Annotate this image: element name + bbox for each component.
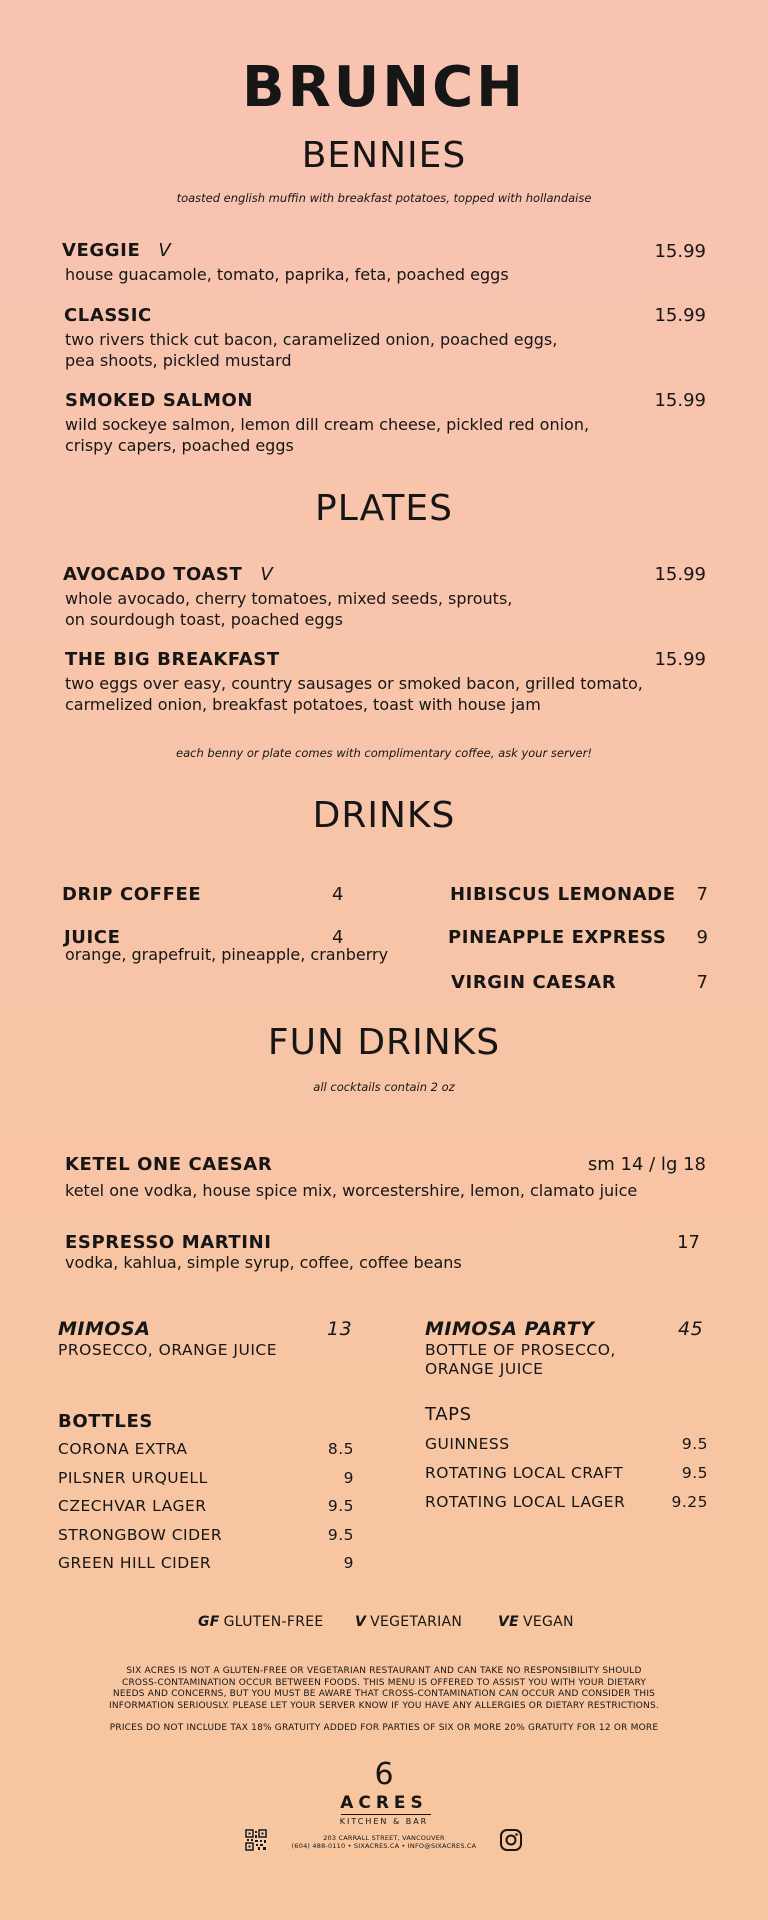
desc-line: two rivers thick cut bacon, caramelized onion, poached eggs, <box>65 330 558 349</box>
bottles-list <box>58 1440 354 1583</box>
desc-line: wild sockeye salmon, lemon dill cream cheese, pickled red onion, <box>65 415 590 434</box>
desc-line: crispy capers, poached eggs <box>65 436 294 455</box>
address-line: 203 CARRALL STREET, VANCOUVER <box>323 1834 445 1842</box>
drinks-heading: DRINKS <box>312 795 456 836</box>
disclaimer-line: CROSS-CONTAMINATION OCCUR BETWEEN FOODS. THIS MENU IS OFFERED TO ASSIST YOU WITH YOUR DIETARY <box>121 1677 647 1688</box>
item-price: 15.99 <box>654 649 706 670</box>
tap-name: ROTATING LOCAL LAGER <box>425 1493 626 1511</box>
mimosa-price: 13 <box>327 1318 353 1340</box>
bottle-price: 8.5 <box>327 1440 354 1458</box>
cocktail-price: sm 14 / lg 18 <box>587 1154 706 1175</box>
list-item <box>58 1440 354 1469</box>
legend-label: VEGAN <box>523 1614 574 1630</box>
desc-line: carmelized onion, breakfast potatoes, toast with house jam <box>65 695 541 714</box>
mimosa-description: PROSECCO, ORANGE JUICE <box>58 1341 278 1359</box>
bottle-name: CZECHVAR LAGER <box>58 1497 207 1515</box>
menu-title: BRUNCH <box>241 55 527 120</box>
disclaimer-line: NEEDS AND CONCERNS, BUT YOU MUST BE AWARE THAT CROSS-CONTAMINATION CAN OCCUR AND CONSIDER THIS <box>112 1689 656 1699</box>
menu-item-veggie <box>62 240 171 261</box>
bottle-price: 9 <box>343 1468 354 1487</box>
bottle-name: CORONA EXTRA <box>58 1440 188 1458</box>
legend-vegetarian <box>355 1614 462 1630</box>
item-description: house guacamole, tomato, paprika, feta, poached eggs <box>65 265 509 284</box>
logo-word: ACRES <box>340 1793 428 1813</box>
fun-drinks-note: all cocktails contain 2 oz <box>313 1080 455 1094</box>
cocktail-name: KETEL ONE CAESAR <box>65 1154 273 1175</box>
drink-name: PINEAPPLE EXPRESS <box>448 927 667 948</box>
desc-line: BOTTLE OF PROSECCO, <box>425 1341 616 1359</box>
legend-code: GF <box>198 1614 220 1630</box>
desc-line: two eggs over easy, country sausages or smoked bacon, grilled tomato, <box>65 674 643 693</box>
mimosa-party-description <box>425 1341 616 1379</box>
legend-vegan <box>498 1614 574 1630</box>
cocktail-description: ketel one vodka, house spice mix, worcestershire, lemon, clamato juice <box>65 1181 638 1200</box>
list-item <box>425 1435 708 1464</box>
logo-subtitle: KITCHEN & BAR <box>339 1817 429 1826</box>
tap-price: 9.25 <box>671 1493 708 1511</box>
desc-line: pea shoots, pickled mustard <box>65 351 292 370</box>
drink-price: 7 <box>696 972 708 993</box>
tap-name: GUINNESS <box>425 1435 510 1453</box>
legend-code: VE <box>498 1614 519 1630</box>
item-price: 15.99 <box>654 241 706 262</box>
bennies-note: toasted english muffin with breakfast potatoes, topped with hollandaise <box>176 191 592 205</box>
menu-item-avocado-toast <box>63 564 273 585</box>
desc-line: whole avocado, cherry tomatoes, mixed seeds, sprouts, <box>65 589 513 608</box>
cocktail-description: vodka, kahlua, simple syrup, coffee, coffee beans <box>65 1253 462 1272</box>
instagram-icon[interactable] <box>499 1828 523 1852</box>
item-price: 15.99 <box>654 390 706 411</box>
bottle-name: STRONGBOW CIDER <box>58 1525 223 1544</box>
mimosa-party-name: MIMOSA PARTY <box>425 1318 595 1340</box>
item-price: 15.99 <box>654 305 706 326</box>
drink-price: 9 <box>696 927 708 948</box>
item-description <box>65 329 665 371</box>
logo-divider <box>341 1814 431 1815</box>
drink-name: DRIP COFFEE <box>62 884 202 905</box>
drink-name: JUICE <box>64 927 121 948</box>
drink-price: 4 <box>332 927 344 948</box>
list-item <box>58 1554 354 1583</box>
disclaimer-line: INFORMATION SERIOUSLY. PLEASE LET YOUR SERVER KNOW IF YOU HAVE ANY ALLERGIES OR DIETARY RESTRICTIONS. <box>109 1700 659 1711</box>
item-name: VEGGIE <box>62 240 141 261</box>
item-name-classic: CLASSIC <box>64 305 152 326</box>
list-item <box>425 1464 708 1493</box>
legend-label: GLUTEN-FREE <box>223 1614 324 1630</box>
plates-heading: PLATES <box>314 488 453 529</box>
item-name: AVOCADO TOAST <box>63 564 243 585</box>
item-price: 15.99 <box>654 564 706 585</box>
tap-price: 9.5 <box>681 1435 708 1453</box>
vegetarian-tag: V <box>260 564 274 585</box>
drink-price: 4 <box>332 884 344 905</box>
drink-name: VIRGIN CAESAR <box>451 972 617 993</box>
mimosa-party-price: 45 <box>678 1318 704 1340</box>
plates-note: each benny or plate comes with complimentary coffee, ask your server! <box>176 746 592 760</box>
contact-line: (604) 488-0110 • SIXACRES.CA • INFO@SIXACRES.CA <box>291 1842 477 1850</box>
legend-code: V <box>355 1614 367 1630</box>
list-item <box>58 1497 354 1526</box>
legend-gluten-free <box>198 1614 324 1630</box>
item-description <box>65 414 665 456</box>
bottle-name: GREEN HILL CIDER <box>58 1554 212 1572</box>
drink-description: orange, grapefruit, pineapple, cranberry <box>65 945 389 964</box>
mimosa-name: MIMOSA <box>58 1318 151 1340</box>
drink-name: HIBISCUS LEMONADE <box>450 884 676 905</box>
taps-heading: TAPS <box>425 1404 472 1425</box>
drink-price: 7 <box>696 884 708 905</box>
list-item <box>58 1469 354 1498</box>
bottles-heading: BOTTLES <box>58 1411 153 1432</box>
cocktail-price: 17 <box>677 1232 700 1253</box>
logo-number: 6 <box>374 1757 394 1792</box>
bennies-heading: BENNIES <box>301 135 467 176</box>
item-name-big-breakfast: THE BIG BREAKFAST <box>65 649 280 670</box>
address-block <box>284 1834 484 1850</box>
desc-line: ORANGE JUICE <box>425 1360 544 1378</box>
bottle-price: 9 <box>343 1554 354 1572</box>
taps-list <box>425 1435 708 1522</box>
disclaimer <box>0 1666 768 1712</box>
list-item <box>425 1493 708 1522</box>
bottle-name: PILSNER URQUELL <box>58 1468 208 1487</box>
pricing-note: PRICES DO NOT INCLUDE TAX 18% GRATUITY ADDED FOR PARTIES OF SIX OR MORE 20% GRATUITY FOR 12 OR MORE <box>109 1723 659 1733</box>
list-item <box>58 1526 354 1555</box>
item-description <box>65 588 665 630</box>
item-description <box>65 673 715 715</box>
disclaimer-line: SIX ACRES IS NOT A GLUTEN-FREE OR VEGETARIAN RESTAURANT AND CAN TAKE NO RESPONSIBILITY SHOULD <box>126 1666 642 1676</box>
tap-name: ROTATING LOCAL CRAFT <box>425 1464 624 1482</box>
desc-line: on sourdough toast, poached eggs <box>65 610 343 629</box>
legend-label: VEGETARIAN <box>370 1614 463 1630</box>
bottle-price: 9.5 <box>327 1497 354 1515</box>
vegetarian-tag: V <box>158 240 172 261</box>
tap-price: 9.5 <box>681 1464 708 1482</box>
qr-code-icon <box>245 1829 267 1851</box>
fun-drinks-heading: FUN DRINKS <box>267 1022 501 1063</box>
item-name-smoked-salmon: SMOKED SALMON <box>65 390 254 411</box>
cocktail-name: ESPRESSO MARTINI <box>65 1232 272 1253</box>
bottle-price: 9.5 <box>327 1525 354 1544</box>
